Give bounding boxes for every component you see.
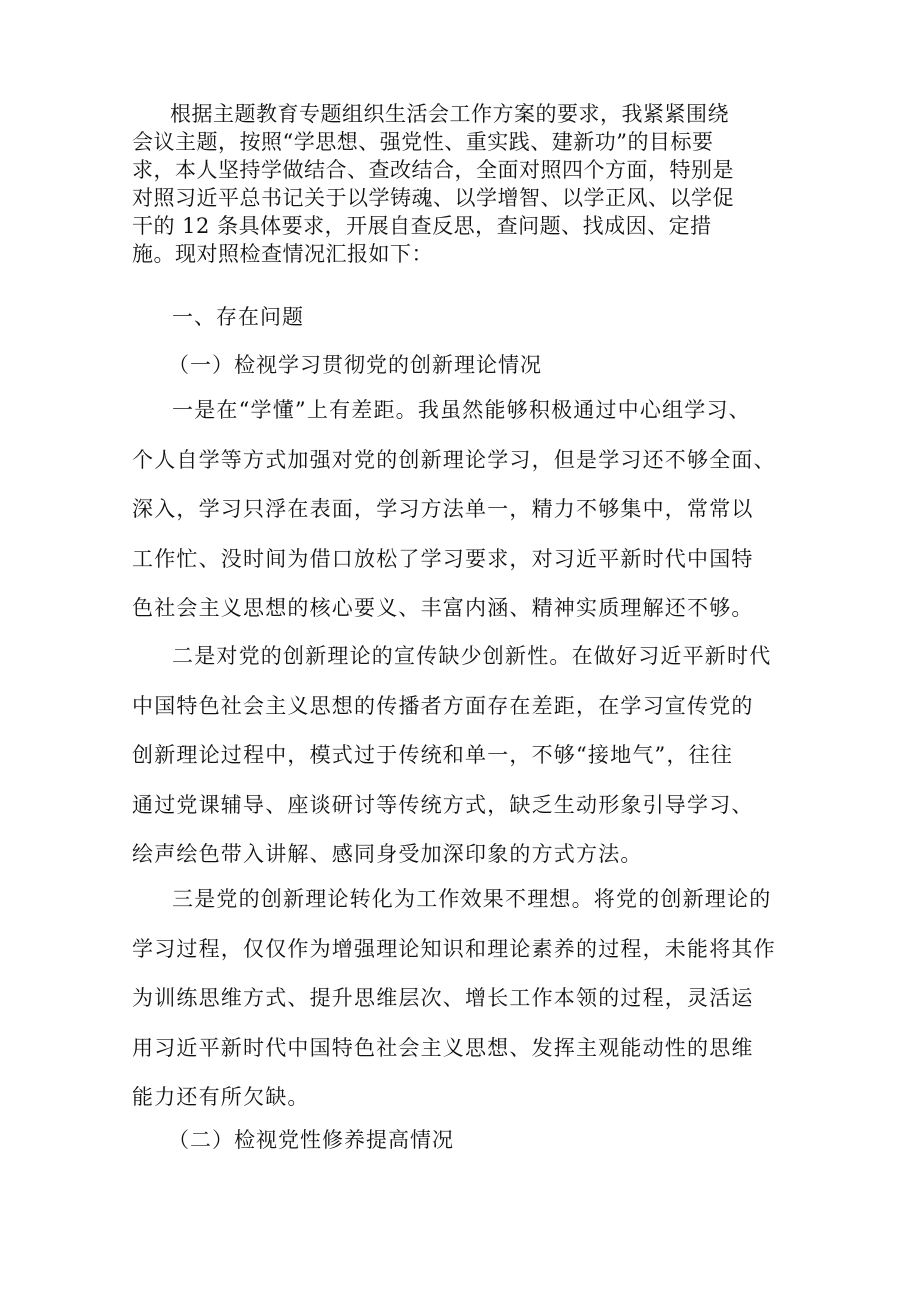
paragraph-line: 绘声绘色带入讲解、感同身受加深印象的方式方法。 bbox=[132, 842, 643, 866]
paragraph-line: 为训练思维方式、提升思维层次、增长工作本领的过程，灵活运 bbox=[132, 986, 754, 1010]
intro-line: 对照习近平总书记关于以学铸魂、以学增智、以学正风、以学促 bbox=[132, 186, 734, 210]
paragraph-line: 深入，学习只浮在表面，学习方法单一，精力不够集中，常常以 bbox=[132, 497, 754, 521]
paragraph-line: 中国特色社会主义思想的传播者方面存在差距，在学习宣传党的 bbox=[132, 693, 754, 718]
paragraph-line: 工作忙、没时间为借口放松了学习要求，对习近平新时代中国特 bbox=[132, 546, 754, 571]
paragraph-line: 用习近平新时代中国特色社会主义思想、发挥主观能动性的思维 bbox=[132, 1035, 754, 1060]
paragraph-line: 能力还有所欠缺。 bbox=[132, 1085, 310, 1109]
intro-line: 根据主题教育专题组织生活会工作方案的要求，我紧紧围绕 bbox=[170, 102, 729, 126]
subsection-heading-1: （一）检视学习贯彻党的创新理论情况 bbox=[168, 353, 542, 377]
paragraph-line: 三是党的创新理论转化为工作效果不理想。将党的创新理论的 bbox=[172, 887, 772, 911]
paragraph-line: 个人自学等方式加强对党的创新理论学习，但是学习还不够全面、 bbox=[132, 447, 776, 472]
paragraph-line: 学习过程，仅仅作为增强理论知识和理论素养的过程，未能将其作 bbox=[132, 936, 776, 961]
paragraph-3 bbox=[132, 875, 802, 1123]
subsection-heading-2: （二）检视党性修养提高情况 bbox=[168, 1128, 454, 1152]
section-heading-problems: 一、存在问题 bbox=[172, 305, 304, 329]
paragraph-line: 二是对党的创新理论的宣传缺少创新性。在做好习近平新时代 bbox=[172, 644, 772, 668]
paragraph-1 bbox=[132, 386, 802, 634]
intro-line: 求，本人坚持学做结合、查改结合，全面对照四个方面，特别是 bbox=[132, 158, 734, 182]
paragraph-2 bbox=[132, 632, 802, 880]
intro-line: 施。现对照检查情况汇报如下： bbox=[132, 242, 433, 266]
paragraph-line: 一是在“学懂”上有差距。我虽然能够积极通过中心组学习、 bbox=[172, 398, 751, 422]
intro-line: 干的 12 条具体要求，开展自查反思，查问题、找成因、定措 bbox=[132, 214, 712, 238]
paragraph-line: 通过党课辅导、座谈研讨等传统方式，缺乏生动形象引导学习、 bbox=[132, 792, 754, 817]
paragraph-line: 创新理论过程中，模式过于传统和单一，不够“接地气”，往往 bbox=[132, 743, 734, 767]
intro-line: 会议主题，按照“学思想、强党性、重实践、建新功”的目标要 bbox=[132, 130, 714, 154]
paragraph-line: 色社会主义思想的核心要义、丰富内涵、精神实质理解还不够。 bbox=[132, 596, 754, 620]
intro-paragraph bbox=[132, 100, 802, 268]
